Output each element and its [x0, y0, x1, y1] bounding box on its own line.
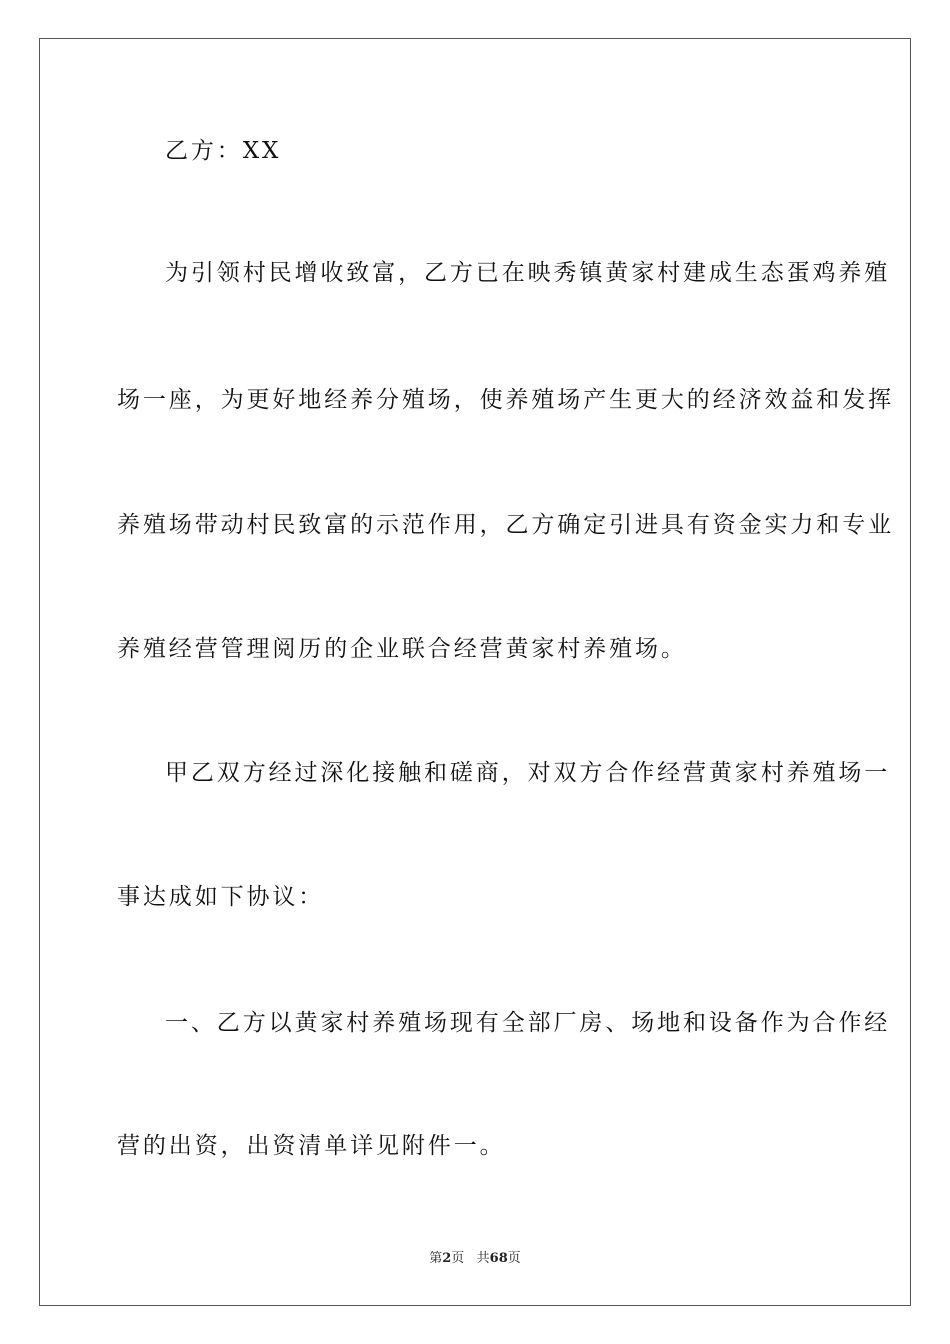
- footer-suffix: 页: [507, 1251, 521, 1266]
- party-b-line: 乙方：XX: [165, 138, 282, 164]
- clause-1-line-1: 一、乙方以黄家村养殖场现有全部厂房、场地和设备作为合作经: [165, 1010, 891, 1036]
- clause-1-line-2: 营的出资，出资清单详见附件一。: [117, 1133, 506, 1159]
- page-footer: [0, 1247, 950, 1266]
- footer-mid: 页 共: [451, 1251, 490, 1266]
- footer-prefix: 第: [429, 1251, 443, 1266]
- paragraph-1-line-1: 为引领村民增收致富，乙方已在映秀镇黄家村建成生态蛋鸡养殖: [165, 260, 891, 286]
- paragraph-1-line-2: 场一座，为更好地经养分殖场，使养殖场产生更大的经济效益和发挥: [117, 387, 894, 413]
- current-page-number: 2: [442, 1251, 452, 1266]
- paragraph-2-line-1: 甲乙双方经过深化接触和磋商，对双方合作经营黄家村养殖场一: [165, 760, 891, 786]
- page-border: [39, 38, 911, 1306]
- total-pages-number: 68: [489, 1251, 508, 1266]
- paragraph-2-line-2: 事达成如下协议：: [117, 884, 325, 910]
- paragraph-1-line-3: 养殖场带动村民致富的示范作用，乙方确定引进具有资金实力和专业: [117, 512, 894, 538]
- paragraph-1-line-4: 养殖经营管理阅历的企业联合经营黄家村养殖场。: [117, 636, 687, 662]
